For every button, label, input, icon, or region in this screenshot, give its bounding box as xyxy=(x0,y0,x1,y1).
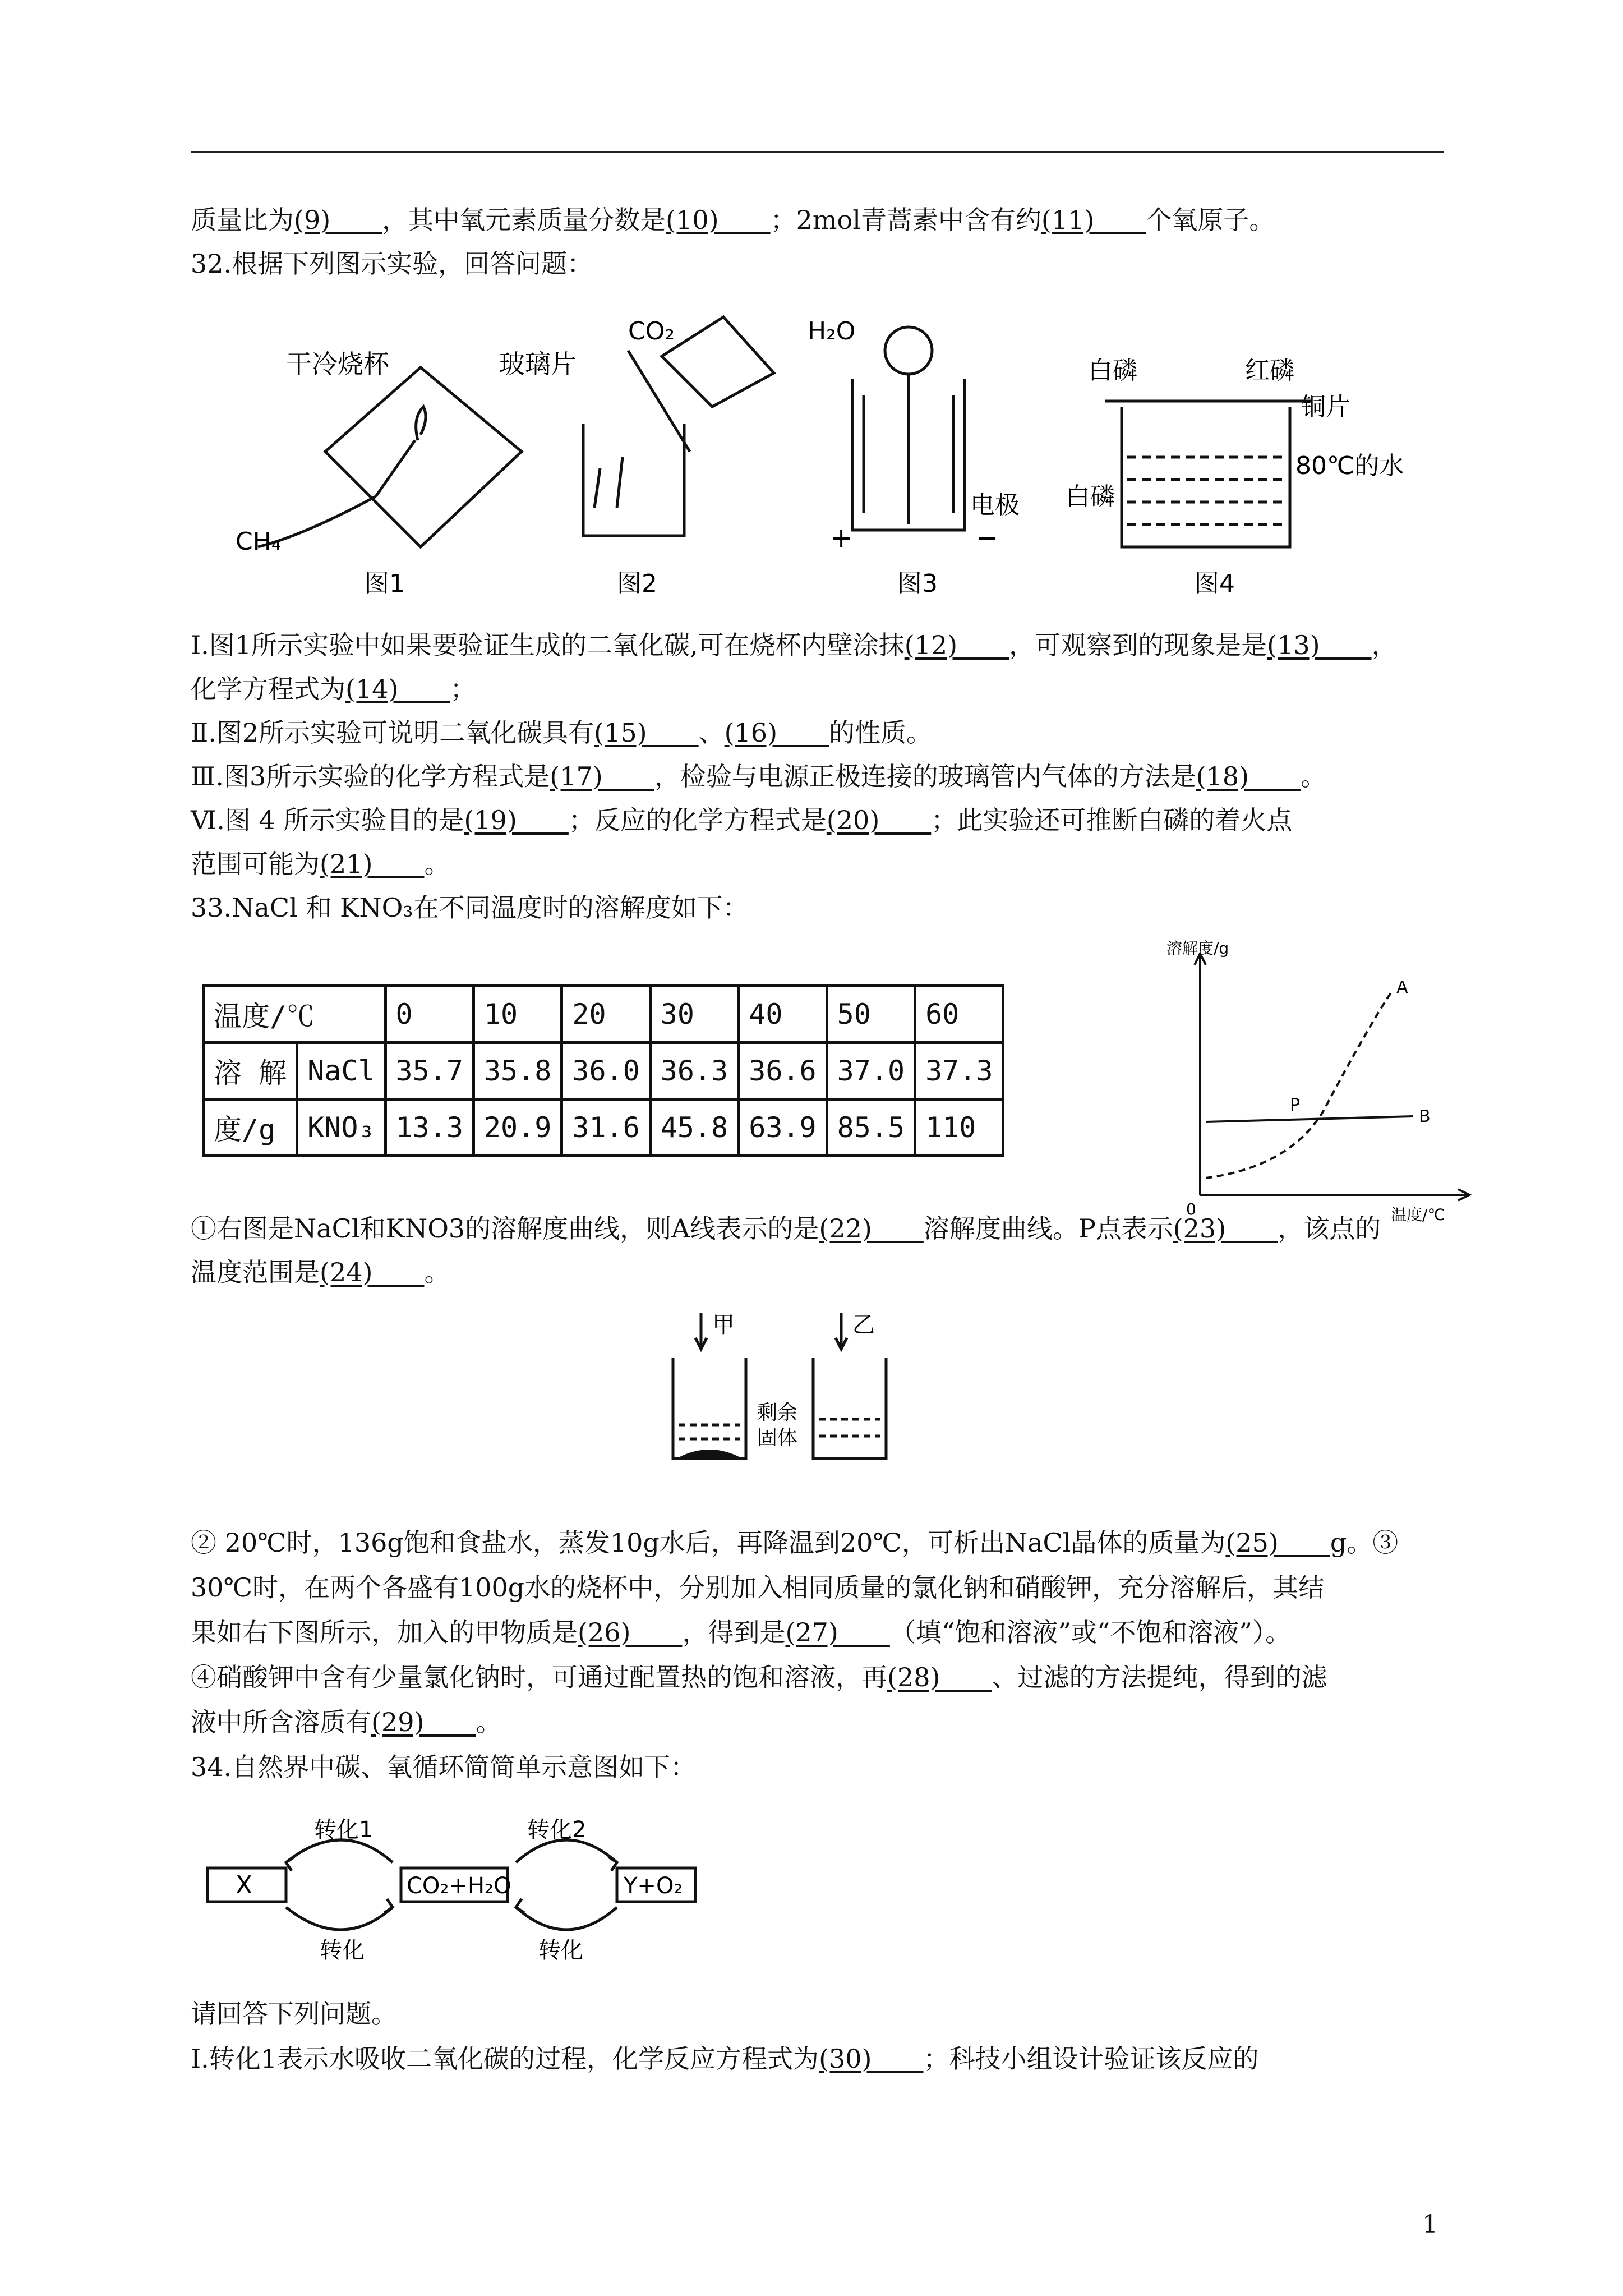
cycle-box-x: X xyxy=(236,1871,253,1899)
cycle-top-right: 转化2 xyxy=(527,1817,587,1843)
table-cell: 35.7 xyxy=(385,1043,473,1099)
page-number: 1 xyxy=(1422,2210,1438,2239)
answer-blank: (24) xyxy=(320,1257,425,1287)
table-cell: 36.3 xyxy=(650,1043,738,1099)
text-line xyxy=(191,1212,1381,1245)
text-line xyxy=(191,628,1398,662)
fig4-label-red: 红磷 xyxy=(1245,356,1294,385)
fig1-label-gas: CH₄ xyxy=(236,527,282,556)
text-line xyxy=(191,803,1292,837)
answer-blank: (26) xyxy=(578,1617,683,1648)
table-group-label: 溶 解 xyxy=(204,1043,297,1099)
table-header-cell: 40 xyxy=(739,986,827,1043)
table-row-name: KNO₃ xyxy=(297,1099,385,1156)
cycle-box-right: Y+O₂ xyxy=(624,1873,683,1899)
table-group-label: 度/g xyxy=(204,1099,297,1156)
table-cell: 35.8 xyxy=(473,1043,561,1099)
fig3-label-electrode: 电极 xyxy=(970,491,1020,519)
fig4-label-water: 80℃的水 xyxy=(1295,452,1404,480)
text-segment: ，其中氧元素质量分数是 xyxy=(382,205,666,235)
text-segment: g。③ xyxy=(1330,1527,1399,1558)
text-segment: 温度范围是 xyxy=(191,1257,320,1287)
text-line xyxy=(191,1750,696,1784)
table-header-cell: 温度/℃ xyxy=(204,986,386,1043)
answer-blank: (17) xyxy=(550,761,654,792)
answer-blank: (21) xyxy=(320,849,425,879)
text-line xyxy=(191,1526,1398,1559)
fig4-label-copper: 铜片 xyxy=(1301,393,1350,421)
text-segment: 。 xyxy=(476,1707,502,1737)
text-line xyxy=(191,1705,501,1739)
curve-a-label: A xyxy=(1396,978,1408,997)
text-line xyxy=(191,203,1275,237)
beaker-right-label: 乙 xyxy=(852,1312,875,1338)
text-segment: 30℃时，在两个各盛有100g水的烧杯中，分别加入相同质量的氯化钠和硝酸钾，充分溶解后，其结 xyxy=(191,1572,1325,1603)
curve-p-label: P xyxy=(1290,1096,1301,1115)
curve-a xyxy=(1206,993,1391,1178)
text-segment: 33.NaCl 和 KNO₃在不同温度时的溶解度如下： xyxy=(191,892,749,923)
text-segment: 质量比为 xyxy=(191,205,294,235)
answer-blank: (9) xyxy=(294,205,382,235)
text-segment: 化学方程式为 xyxy=(191,674,345,704)
table-cell: 45.8 xyxy=(650,1099,738,1156)
text-line xyxy=(191,716,932,749)
text-line xyxy=(191,1660,1327,1694)
text-line xyxy=(191,1571,1324,1604)
table-cell: 36.0 xyxy=(562,1043,650,1099)
curve-b xyxy=(1206,1116,1413,1122)
solubility-table xyxy=(202,984,1004,1157)
text-line xyxy=(191,1616,1291,1649)
cycle-diagram xyxy=(202,1806,707,1963)
fig3-plus: + xyxy=(830,522,853,554)
table-row-name: NaCl xyxy=(297,1043,385,1099)
table-cell: 36.6 xyxy=(739,1043,827,1099)
text-segment: Ⅱ.图2所示实验可说明二氧化碳具有 xyxy=(191,717,594,748)
solubility-curve xyxy=(1166,931,1481,1223)
table-row xyxy=(204,986,1003,1043)
header-rule xyxy=(191,151,1444,153)
answer-blank: (12) xyxy=(904,630,1009,660)
text-line xyxy=(191,891,749,924)
answer-blank: (22) xyxy=(819,1213,924,1244)
curve-xlabel: 温度/℃ xyxy=(1391,1205,1445,1223)
text-segment: 范围可能为 xyxy=(191,849,320,879)
text-segment: Ⅰ.转化1表示水吸收二氧化碳的过程，化学反应方程式为 xyxy=(191,2044,819,2074)
text-segment: ，可观察到的现象是是 xyxy=(1009,630,1267,660)
fig2-label-gas: CO₂ xyxy=(628,317,675,346)
text-line xyxy=(191,672,476,706)
text-segment: 32.根据下列图示实验，回答问题： xyxy=(191,249,593,279)
table-row xyxy=(204,1099,1003,1156)
text-segment: ④硝酸钾中含有少量氯化钠时，可通过配置热的饱和溶液，再 xyxy=(191,1662,887,1692)
fig1-label-beaker: 干冷烧杯 xyxy=(286,349,389,379)
answer-blank: (30) xyxy=(819,2044,924,2074)
table-cell: 63.9 xyxy=(739,1099,827,1156)
fig2-caption: 图2 xyxy=(617,569,657,598)
figure-2 xyxy=(583,317,774,536)
text-segment: ； xyxy=(450,674,476,704)
curve-ylabel: 溶解度/g xyxy=(1166,939,1229,958)
text-segment: ；此实验还可推断白磷的着火点 xyxy=(931,805,1293,835)
text-segment: 、 xyxy=(698,717,725,748)
answer-blank: (13) xyxy=(1267,630,1372,660)
text-segment: ，得到是 xyxy=(682,1617,786,1648)
text-segment: 、过滤的方法提纯，得到的滤 xyxy=(992,1662,1327,1692)
fig3-minus: − xyxy=(976,522,999,554)
table-row xyxy=(204,1043,1003,1099)
text-line xyxy=(191,247,593,280)
table-cell: 31.6 xyxy=(562,1099,650,1156)
text-segment: 溶解度曲线。P点表示 xyxy=(923,1213,1173,1244)
text-segment: ①右图是NaCl和KNO3的溶解度曲线，则A线表示的是 xyxy=(191,1213,819,1244)
table-header-cell: 60 xyxy=(915,986,1003,1043)
beaker-note-2: 固体 xyxy=(757,1427,798,1450)
text-segment: 的性质。 xyxy=(829,717,933,748)
text-segment: ；2mol青蒿素中含有约 xyxy=(770,205,1041,235)
beaker-note-1: 剩余 xyxy=(757,1401,798,1424)
text-segment: 个氧原子。 xyxy=(1146,205,1275,235)
text-segment: ， xyxy=(1371,630,1398,660)
answer-blank: (27) xyxy=(785,1617,890,1648)
fig1-caption: 图1 xyxy=(365,569,405,598)
table-cell: 20.9 xyxy=(473,1099,561,1156)
text-segment: ，该点的 xyxy=(1278,1213,1381,1244)
answer-blank: (16) xyxy=(724,717,829,748)
answer-blank: (15) xyxy=(594,717,699,748)
table-header-cell: 30 xyxy=(650,986,738,1043)
text-segment: ② 20℃时，136g饱和食盐水，蒸发10g水后，再降温到20℃，可析出NaCl晶体的质量为 xyxy=(191,1527,1226,1558)
text-line xyxy=(191,1997,397,2031)
fig3-label-water: H₂O xyxy=(808,317,856,346)
residual-solid xyxy=(679,1450,740,1457)
text-line xyxy=(191,847,450,881)
figure-experiments xyxy=(236,311,1469,603)
beakers-figure xyxy=(662,1307,953,1475)
text-line xyxy=(191,1255,450,1289)
text-segment: 。 xyxy=(424,849,450,879)
text-segment: ；科技小组设计验证该反应的 xyxy=(923,2044,1259,2074)
answer-blank: (25) xyxy=(1225,1527,1330,1558)
text-line xyxy=(191,2042,1259,2076)
answer-blank: (18) xyxy=(1196,761,1301,792)
text-segment: ，检验与电源正极连接的玻璃管内气体的方法是 xyxy=(654,761,1196,792)
beaker-left-label: 甲 xyxy=(712,1312,735,1338)
fig4-caption: 图4 xyxy=(1195,569,1235,598)
text-segment: Ⅲ.图3所示实验的化学方程式是 xyxy=(191,761,550,792)
table-cell: 110 xyxy=(915,1099,1003,1156)
text-segment: 果如右下图所示，加入的甲物质是 xyxy=(191,1617,578,1648)
text-segment: Ⅰ.图1所示实验中如果要验证生成的二氧化碳,可在烧杯内壁涂抹 xyxy=(191,630,905,660)
table-cell: 37.3 xyxy=(915,1043,1003,1099)
curve-origin: 0 xyxy=(1186,1200,1196,1218)
figure-1 xyxy=(258,367,522,547)
fig3-caption: 图3 xyxy=(897,569,938,598)
fig4-label-white1: 白磷 xyxy=(1088,356,1137,385)
curve-b-label: B xyxy=(1419,1107,1431,1126)
cycle-bottom-left: 转化 xyxy=(320,1938,365,1963)
fig2-label-glass: 玻璃片 xyxy=(499,349,577,379)
fig4-label-white2: 白磷 xyxy=(1066,482,1115,511)
answer-blank: (19) xyxy=(464,805,569,835)
answer-blank: (14) xyxy=(345,674,450,704)
text-segment: 。 xyxy=(1301,761,1327,792)
text-segment: ；反应的化学方程式是 xyxy=(568,805,827,835)
figure-4 xyxy=(1105,401,1312,547)
text-segment: Ⅵ.图 4 所示实验目的是 xyxy=(191,805,464,835)
table-header-cell: 0 xyxy=(385,986,473,1043)
table-cell: 85.5 xyxy=(827,1099,915,1156)
text-segment: 。 xyxy=(424,1257,450,1287)
cycle-bottom-right: 转化 xyxy=(538,1938,583,1963)
answer-blank: (29) xyxy=(371,1707,476,1737)
text-segment: 请回答下列问题。 xyxy=(191,1999,397,2029)
answer-blank: (11) xyxy=(1041,205,1146,235)
text-segment: （填“饱和溶液”或“不饱和溶液”）。 xyxy=(889,1617,1291,1648)
answer-blank: (10) xyxy=(666,205,771,235)
table-header-cell: 20 xyxy=(562,986,650,1043)
table-cell: 37.0 xyxy=(827,1043,915,1099)
answer-blank: (20) xyxy=(826,805,932,835)
table-cell: 13.3 xyxy=(385,1099,473,1156)
table-header-cell: 10 xyxy=(473,986,561,1043)
answer-blank: (23) xyxy=(1173,1213,1278,1244)
cycle-box-center: CO₂+H₂O xyxy=(407,1873,511,1899)
text-segment: 液中所含溶质有 xyxy=(191,1707,371,1737)
text-line xyxy=(191,760,1326,793)
cycle-top-left: 转化1 xyxy=(314,1817,374,1843)
table-header-cell: 50 xyxy=(827,986,915,1043)
text-segment: 34.自然界中碳、氧循环简简单示意图如下： xyxy=(191,1752,697,1782)
figure-3 xyxy=(852,327,965,530)
answer-blank: (28) xyxy=(887,1662,992,1692)
